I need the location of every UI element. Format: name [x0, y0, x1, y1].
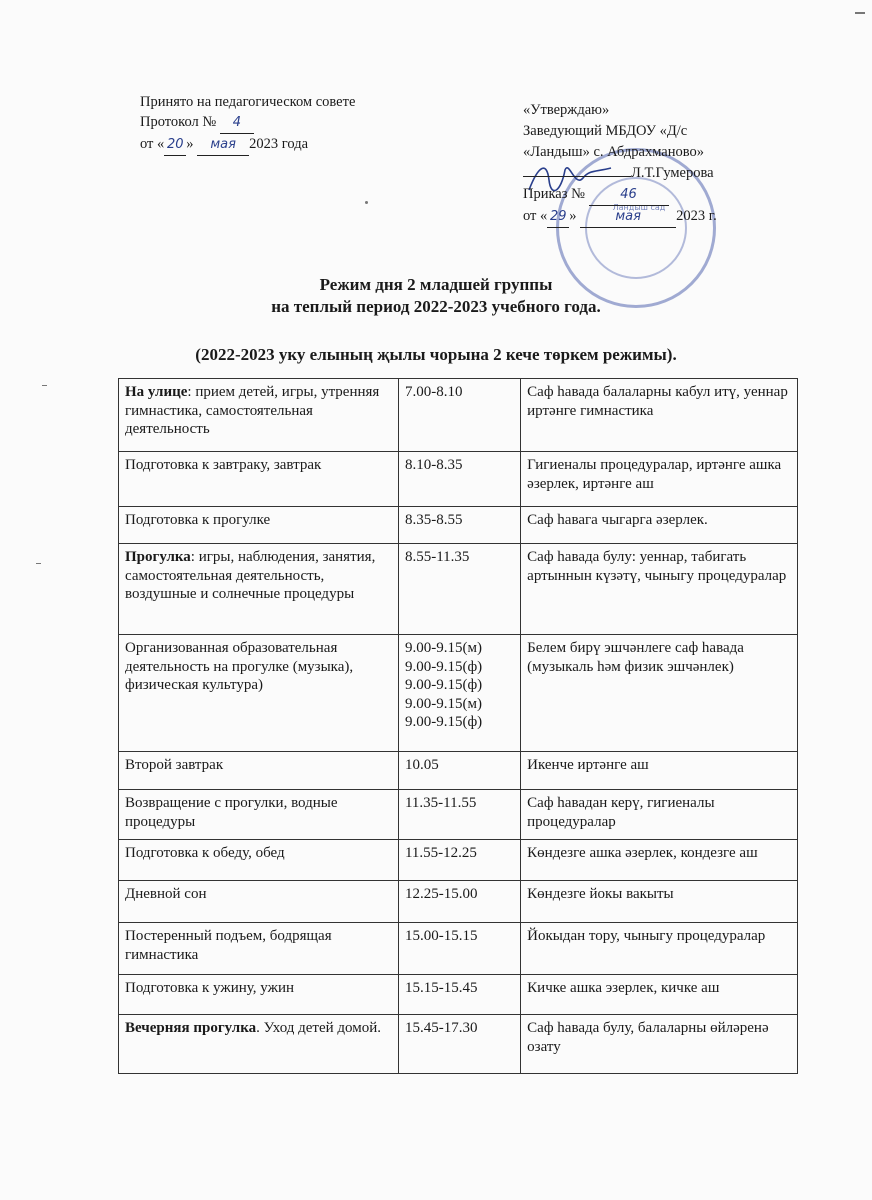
order-number: 46 — [620, 187, 637, 202]
time-range: 7.00-8.10 — [404, 384, 463, 400]
time-cell — [398, 752, 520, 790]
table-row — [119, 379, 798, 452]
activity-tt-text: Икенче иртәнге аш — [527, 757, 649, 773]
scan-mark — [855, 12, 865, 14]
protocol-number: 4 — [232, 115, 242, 130]
activity-ru-cell — [119, 379, 399, 452]
activity-ru-cell — [119, 452, 399, 507]
activity-ru-bold: На улице — [125, 384, 188, 400]
activity-ru-cell — [119, 1015, 399, 1074]
scan-mark — [42, 385, 47, 386]
schedule-table — [118, 378, 798, 1074]
activity-tt-text: Саф һавадан керү, гигиеналы процедуралар — [527, 795, 715, 830]
approval-left-block — [140, 92, 355, 156]
document-title-tatar: (2022-2023 уку елының җылы чорына 2 кече төркем режимы). — [195, 345, 677, 364]
order-date-month: мая — [615, 209, 641, 224]
activity-ru-text: Дневной сон — [125, 886, 207, 902]
signer-line — [523, 163, 717, 184]
activity-tt-cell — [521, 881, 798, 923]
time-range: 11.35-11.55 — [404, 795, 477, 811]
activity-ru-text: Организованная образовательная деятельность на прогулке (музыка), физическая культура) — [125, 640, 354, 693]
activity-tt-cell — [521, 975, 798, 1015]
activity-ru-text: Подготовка к ужину, ужин — [125, 980, 294, 996]
approval-right-block — [523, 100, 717, 228]
activity-tt-text: Саф һавада балаларны кабул итү, уеннар иртәнге гимнастика — [527, 384, 788, 419]
time-range: 15.00-15.15 — [404, 928, 478, 944]
approve-heading: «Утверждаю» — [523, 102, 610, 118]
table-row — [119, 881, 798, 923]
activity-tt-text: Белем бирү эшчәнлеге саф һавада (музыкаль һәм физик эшчәнлек) — [527, 640, 744, 675]
council-date-line: от « 20 » мая 2023 года — [140, 134, 355, 156]
activity-tt-text: Көндезге ашка әзерлек, кондезге аш — [527, 845, 758, 861]
activity-tt-text: Көндезге йокы вакыты — [527, 886, 674, 902]
time-range: 12.25-15.00 — [404, 886, 478, 902]
activity-tt-cell — [521, 635, 798, 752]
activity-ru-text: Второй завтрак — [125, 757, 224, 773]
time-slot: 9.00-9.15(ф) — [404, 658, 483, 675]
time-cell — [398, 544, 520, 635]
activity-tt-text: Саф һавага чыгарга әзерлек. — [527, 512, 708, 528]
council-date-day: 20 — [167, 137, 184, 152]
activity-tt-text: Гигиеналы процедуралар, иртәнге ашка әзерлек, иртәнге аш — [527, 457, 782, 492]
document-title: Режим дня 2 младшей группы — [319, 275, 553, 294]
activity-ru-text: : прием детей, игры, утренняя гимнастика, самостоятельная деятельность — [125, 384, 380, 437]
time-range: 10.05 — [404, 757, 439, 773]
head-position: Заведующий МБДОУ «Д/с — [523, 123, 688, 139]
signer-name: Л.Т.Гумерова — [631, 165, 714, 181]
time-slot: 9.00-9.15(м) — [404, 640, 482, 656]
activity-ru-cell — [119, 881, 399, 923]
time-cell — [398, 881, 520, 923]
activity-ru-bold: Прогулка — [125, 549, 191, 565]
activity-ru-text: . Уход детей домой. — [256, 1020, 382, 1036]
scan-mark — [365, 201, 368, 204]
order-date-line: от « 29 » мая 2023 г. — [523, 206, 717, 228]
time-cell — [398, 840, 520, 881]
activity-ru-text: Постеренный подъем, бодрящая гимнастика — [125, 928, 332, 963]
scan-mark — [36, 563, 41, 564]
activity-ru-text: Подготовка к обеду, обед — [125, 845, 285, 861]
activity-tt-cell — [521, 507, 798, 544]
time-slot: 9.00-9.15(ф) — [404, 714, 483, 730]
time-cell — [398, 452, 520, 507]
council-approval-line: Принято на педагогическом совете — [140, 94, 356, 110]
activity-ru-cell — [119, 975, 399, 1015]
activity-ru-bold: Вечерняя прогулка — [125, 1020, 257, 1036]
activity-tt-cell — [521, 923, 798, 975]
activity-tt-cell — [521, 452, 798, 507]
time-cell — [398, 1015, 520, 1074]
activity-ru-text: : игры, наблюдения, занятия, самостоятельная деятельность, воздушные и солнечные процедуры — [125, 549, 376, 602]
order-date-day: 29 — [550, 209, 567, 224]
table-row — [119, 975, 798, 1015]
time-range: 8.35-8.55 — [404, 512, 463, 528]
document-subtitle: на теплый период 2022-2023 учебного года. — [271, 297, 601, 316]
time-cell — [398, 379, 520, 452]
table-row — [119, 635, 798, 752]
time-cell — [398, 923, 520, 975]
time-cell — [398, 635, 520, 752]
activity-ru-cell — [119, 790, 399, 840]
time-range: 8.55-11.35 — [404, 549, 470, 565]
activity-tt-cell — [521, 379, 798, 452]
activity-tt-text: Кичке ашка эзерлек, кичке аш — [527, 980, 720, 996]
time-slot: 9.00-9.15(ф) — [404, 677, 483, 693]
activity-ru-text: Подготовка к завтраку, завтрак — [125, 457, 322, 473]
activity-tt-cell — [521, 544, 798, 635]
time-range: 11.55-12.25 — [404, 845, 477, 861]
time-cell — [398, 975, 520, 1015]
activity-tt-text: Йокыдан тору, чыныгу процедуралар — [527, 928, 766, 944]
order-line: Приказ № 46 — [523, 184, 717, 206]
protocol-line: Протокол № 4 — [140, 112, 355, 134]
activity-ru-cell — [119, 544, 399, 635]
time-cell — [398, 790, 520, 840]
activity-ru-cell — [119, 840, 399, 881]
time-range: 8.10-8.35 — [404, 457, 463, 473]
activity-tt-text: Саф һавада булу: уеннар, табигать артыннын күзәтү, чыныгу процедуралар — [527, 549, 787, 584]
table-row — [119, 452, 798, 507]
activity-tt-cell — [521, 840, 798, 881]
activity-ru-cell — [119, 507, 399, 544]
activity-ru-text: Подготовка к прогулке — [125, 512, 271, 528]
table-row — [119, 507, 798, 544]
activity-ru-text: Возвращение с прогулки, водные процедуры — [125, 795, 338, 830]
table-row — [119, 752, 798, 790]
time-range: 15.15-15.45 — [404, 980, 478, 996]
activity-tt-cell — [521, 790, 798, 840]
time-range: 15.45-17.30 — [404, 1020, 478, 1036]
table-row — [119, 544, 798, 635]
time-cell — [398, 507, 520, 544]
institution-name: «Ландыш» с. Абдрахманово» — [523, 144, 704, 160]
activity-ru-cell — [119, 752, 399, 790]
activity-tt-text: Саф һавада булу, балаларны өйләренә озату — [527, 1020, 769, 1055]
activity-tt-cell — [521, 1015, 798, 1074]
time-slot: 9.00-9.15(м) — [404, 695, 482, 712]
activity-ru-cell — [119, 635, 399, 752]
council-date-month: мая — [210, 137, 236, 152]
activity-ru-cell — [119, 923, 399, 975]
table-row — [119, 840, 798, 881]
table-row — [119, 923, 798, 975]
table-row — [119, 1015, 798, 1074]
stamp-text: Ландыш сад — [612, 203, 666, 212]
table-row — [119, 790, 798, 840]
activity-tt-cell — [521, 752, 798, 790]
